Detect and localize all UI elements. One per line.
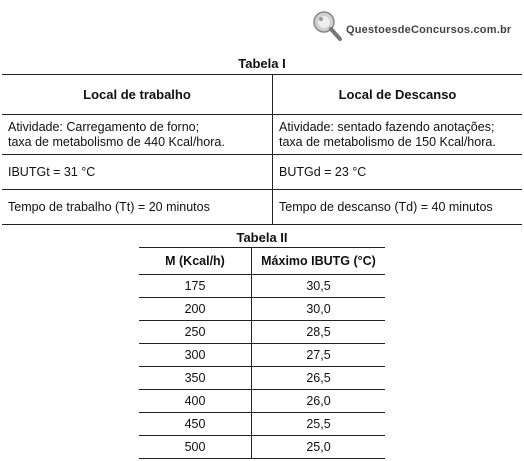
cell-text: Atividade: sentado fazendo anotações; taxa de metabolismo de 150 Kcal/hora.	[279, 119, 496, 149]
table1-cell-rest-time: Tempo de descanso (Td) = 40 minutos	[273, 190, 523, 225]
table1-header-rest: Local de Descanso	[273, 75, 523, 115]
table-row	[2, 155, 522, 190]
table2-cell-m: 200	[139, 298, 252, 321]
table2-cell-max-ibutg: 28,5	[252, 321, 386, 344]
table1-cell-ibutgt: IBUTGt = 31 °C	[2, 155, 273, 190]
table2-cell-max-ibutg: 25,0	[252, 436, 386, 459]
site-logo	[310, 8, 515, 44]
table-row	[139, 344, 385, 367]
table-row	[139, 275, 385, 298]
table-row	[139, 298, 385, 321]
table2-cell-m: 250	[139, 321, 252, 344]
table2-header-m: M (Kcal/h)	[139, 248, 252, 275]
logo-mascot-icon	[310, 8, 346, 44]
table-row	[139, 413, 385, 436]
table2-cell-max-ibutg: 26,0	[252, 390, 386, 413]
table2-cell-m: 450	[139, 413, 252, 436]
table2-header-max-ibutg: Máximo IBUTG (°C)	[252, 248, 386, 275]
table1-cell-work-time: Tempo de trabalho (Tt) = 20 minutos	[2, 190, 273, 225]
table1-cell-butgd: BUTGd = 23 °C	[273, 155, 523, 190]
table2-cell-max-ibutg: 27,5	[252, 344, 386, 367]
table-row	[139, 367, 385, 390]
table2-cell-max-ibutg: 30,0	[252, 298, 386, 321]
logo-text: QuestoesdeConcursos.com.br	[346, 24, 512, 36]
table2-cell-m: 300	[139, 344, 252, 367]
table-row	[139, 390, 385, 413]
table2-cell-m: 350	[139, 367, 252, 390]
table2-cell-max-ibutg: 25,5	[252, 413, 386, 436]
table2-cell-max-ibutg: 30,5	[252, 275, 386, 298]
table2-cell-m: 175	[139, 275, 252, 298]
table2-cell-max-ibutg: 26,5	[252, 367, 386, 390]
table1-cell-work-activity	[2, 115, 273, 155]
table-row	[139, 321, 385, 344]
table-2	[139, 247, 385, 459]
table1-header-work: Local de trabalho	[2, 75, 273, 115]
table-row	[2, 115, 522, 155]
table2-title: Tabela II	[236, 230, 288, 245]
table-1	[2, 74, 522, 225]
table2-cell-m: 500	[139, 436, 252, 459]
table1-cell-rest-activity	[273, 115, 523, 155]
table1-title: Tabela I	[238, 56, 286, 71]
table-row	[139, 436, 385, 459]
table-row	[2, 190, 522, 225]
cell-text: Atividade: Carregamento de forno; taxa de metabolismo de 440 Kcal/hora.	[8, 119, 225, 149]
table2-cell-m: 400	[139, 390, 252, 413]
